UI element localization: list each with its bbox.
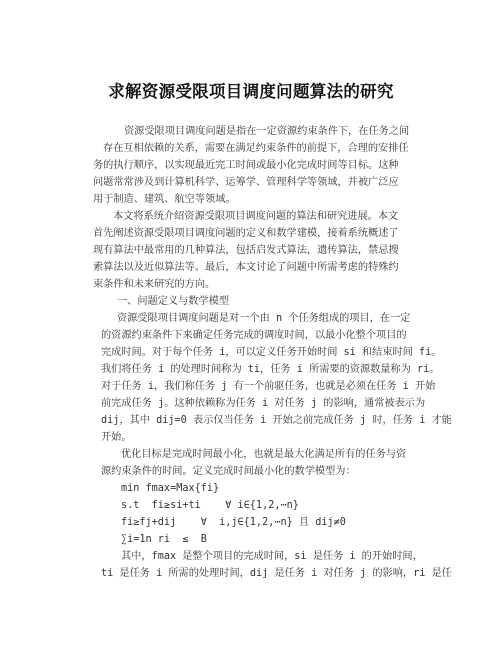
formula-line: min fmax=Max{fi} — [121, 483, 220, 494]
formula-line: s.t fi≥si+ti ∀ i∈{1,2,⋯n} — [121, 500, 299, 511]
text-line: dij，其中 dij=0 表示仅当任务 i 开始之前完成任务 j 时，任务 i 才能 — [101, 415, 452, 426]
text-line: 优化目标是完成时间最小化，也就是最大化满足所有的任务与资 — [121, 449, 407, 460]
text-line: 前完成任务 j。这种依赖称为任务 i 对任务 j 的影响，通常被表示为 — [101, 398, 426, 409]
text-line: 开始。 — [101, 432, 132, 443]
text-line: 索算法以及近似算法等。最后，本文讨论了问题中所需考虑的特殊约 — [93, 262, 399, 273]
formula-line: fi≥fj+dij ∀ i,j∈{1,2,⋯n} 且 dij≠0 — [121, 517, 346, 528]
text-line: 的资源约束条件下来确定任务完成的调度时间，以最小化整个项目的 — [101, 330, 407, 341]
document-title: 求解资源受限项目调度问题算法的研究 — [108, 82, 394, 101]
text-line: 本文将系统介绍资源受限项目调度问题的算法和研究进展。本文 — [113, 211, 399, 222]
text-line: 其中，fmax 是整个项目的完成时间，si 是任务 i 的开始时间， — [121, 551, 423, 562]
text-line: ti 是任务 i 所需的处理时间，dij 是任务 i 对任务 j 的影响，ri 是任 — [101, 568, 452, 579]
section-heading: 一、问题定义与数学模型 — [117, 296, 230, 307]
text-line: 资源受限项目调度问题是对一个由 n 个任务组成的项目，在一定 — [117, 313, 411, 324]
text-line: 现有算法中最常用的几种算法，包括启发式算法，遗传算法，禁忌搜 — [93, 245, 399, 256]
text-line: 资源受限项目调度问题是指在一定资源约束条件下，在任务之间 — [124, 126, 410, 137]
text-line: 我们将任务 i 的处理时间称为 ti，任务 i 所需要的资源数量称为 ri。 — [101, 364, 440, 375]
formula-line: ∑i=1n ri ≤ B — [121, 534, 207, 545]
text-line: 完成时间。对于每个任务 i，可以定义任务开始时间 si 和结束时间 fi。 — [101, 347, 442, 358]
text-line: 源约束条件的时间。定义完成时间最小化的数学模型为： — [101, 466, 356, 477]
text-line: 首先阐述资源受限项目调度问题的定义和数学建模，接着系统概述了 — [93, 228, 399, 239]
text-line: 存在互相依赖的关系，需要在满足约束条件的前提下，合理的安排任 — [103, 143, 409, 154]
text-line: 束条件和未来研究的方向。 — [93, 279, 216, 290]
text-line: 务的执行顺序，以实现最近完工时间或最小化完成时间等目标。这种 — [93, 160, 399, 171]
text-line: 对于任务 i，我们称任务 j 有一个前驱任务，也就是必须在任务 i 开始 — [101, 381, 436, 392]
text-line: 用于制造、建筑、航空等领域。 — [93, 194, 236, 205]
text-line: 问题常常涉及到计算机科学、运筹学、管理科学等领域，并被广泛应 — [93, 177, 399, 188]
